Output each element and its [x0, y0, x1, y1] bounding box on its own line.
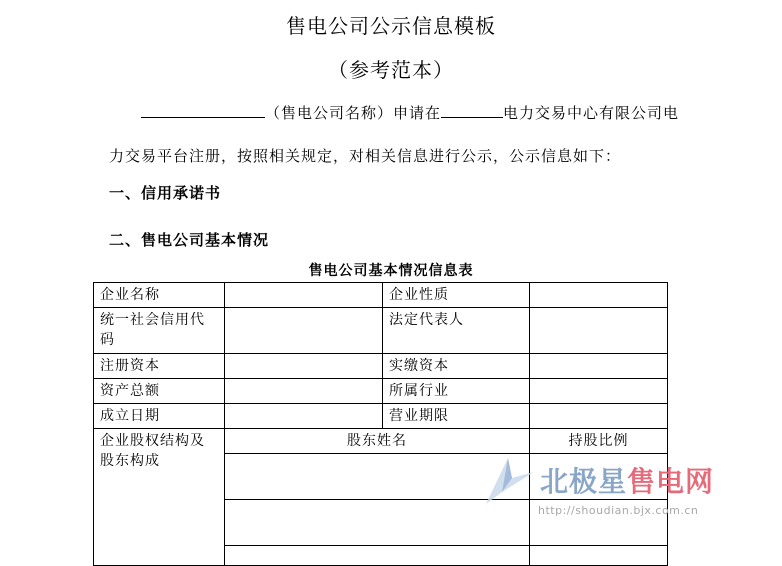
row-label: 营业期限 — [383, 404, 530, 429]
watermark-brand — [540, 460, 714, 500]
intro-line-2: 力交易平台注册，按照相关规定，对相关信息进行公示，公示信息如下： — [109, 147, 622, 165]
intro-text-part2: 电力交易中心有限公司电 — [503, 104, 680, 122]
table-row — [94, 354, 668, 379]
share-ratio-cell — [530, 546, 668, 566]
row-label: 实缴资本 — [383, 354, 530, 379]
intro-text-part1: （售电公司名称）申请在 — [265, 104, 442, 122]
table-row — [94, 429, 668, 454]
table-caption: 售电公司基本情况信息表 — [308, 263, 474, 279]
watermark-brand-part1: 北极星 — [540, 465, 628, 498]
section-heading-company-basic-info: 二、售电公司基本情况 — [109, 231, 270, 249]
value-cell — [530, 379, 668, 404]
watermark-brand-part2: 售电网 — [627, 465, 715, 498]
share-ratio-header: 持股比例 — [530, 429, 668, 454]
intro-line-1 — [141, 101, 679, 123]
company-name-blank — [141, 101, 265, 118]
value-cell — [530, 354, 668, 379]
value-cell — [225, 379, 383, 404]
row-label: 统一社会信用代码 — [94, 308, 225, 354]
polaris-star-logo-icon — [478, 452, 538, 512]
trading-center-blank — [441, 101, 503, 118]
watermark — [478, 452, 728, 532]
table-row — [94, 404, 668, 429]
row-label: 成立日期 — [94, 404, 225, 429]
shareholder-structure-label: 企业股权结构及股东构成 — [94, 429, 225, 566]
shareholder-name-cell — [225, 546, 530, 566]
row-label: 注册资本 — [94, 354, 225, 379]
row-label: 所属行业 — [383, 379, 530, 404]
row-label: 资产总额 — [94, 379, 225, 404]
row-label: 法定代表人 — [383, 308, 530, 354]
value-cell — [225, 354, 383, 379]
value-cell — [530, 404, 668, 429]
watermark-url: http://shoudian.bjx.com.cn — [538, 504, 699, 517]
row-label: 企业名称 — [94, 283, 225, 308]
value-cell — [225, 283, 383, 308]
row-label: 企业性质 — [383, 283, 530, 308]
section-heading-credit-commitment: 一、信用承诺书 — [109, 184, 222, 202]
document-subtitle: （参考范本） — [328, 58, 454, 82]
value-cell — [225, 404, 383, 429]
shareholder-name-header: 股东姓名 — [225, 429, 530, 454]
document-title: 售电公司公示信息模板 — [286, 14, 496, 38]
table-row — [94, 379, 668, 404]
value-cell — [530, 283, 668, 308]
table-row — [94, 308, 668, 354]
value-cell — [225, 308, 383, 354]
table-row — [94, 283, 668, 308]
value-cell — [530, 308, 668, 354]
